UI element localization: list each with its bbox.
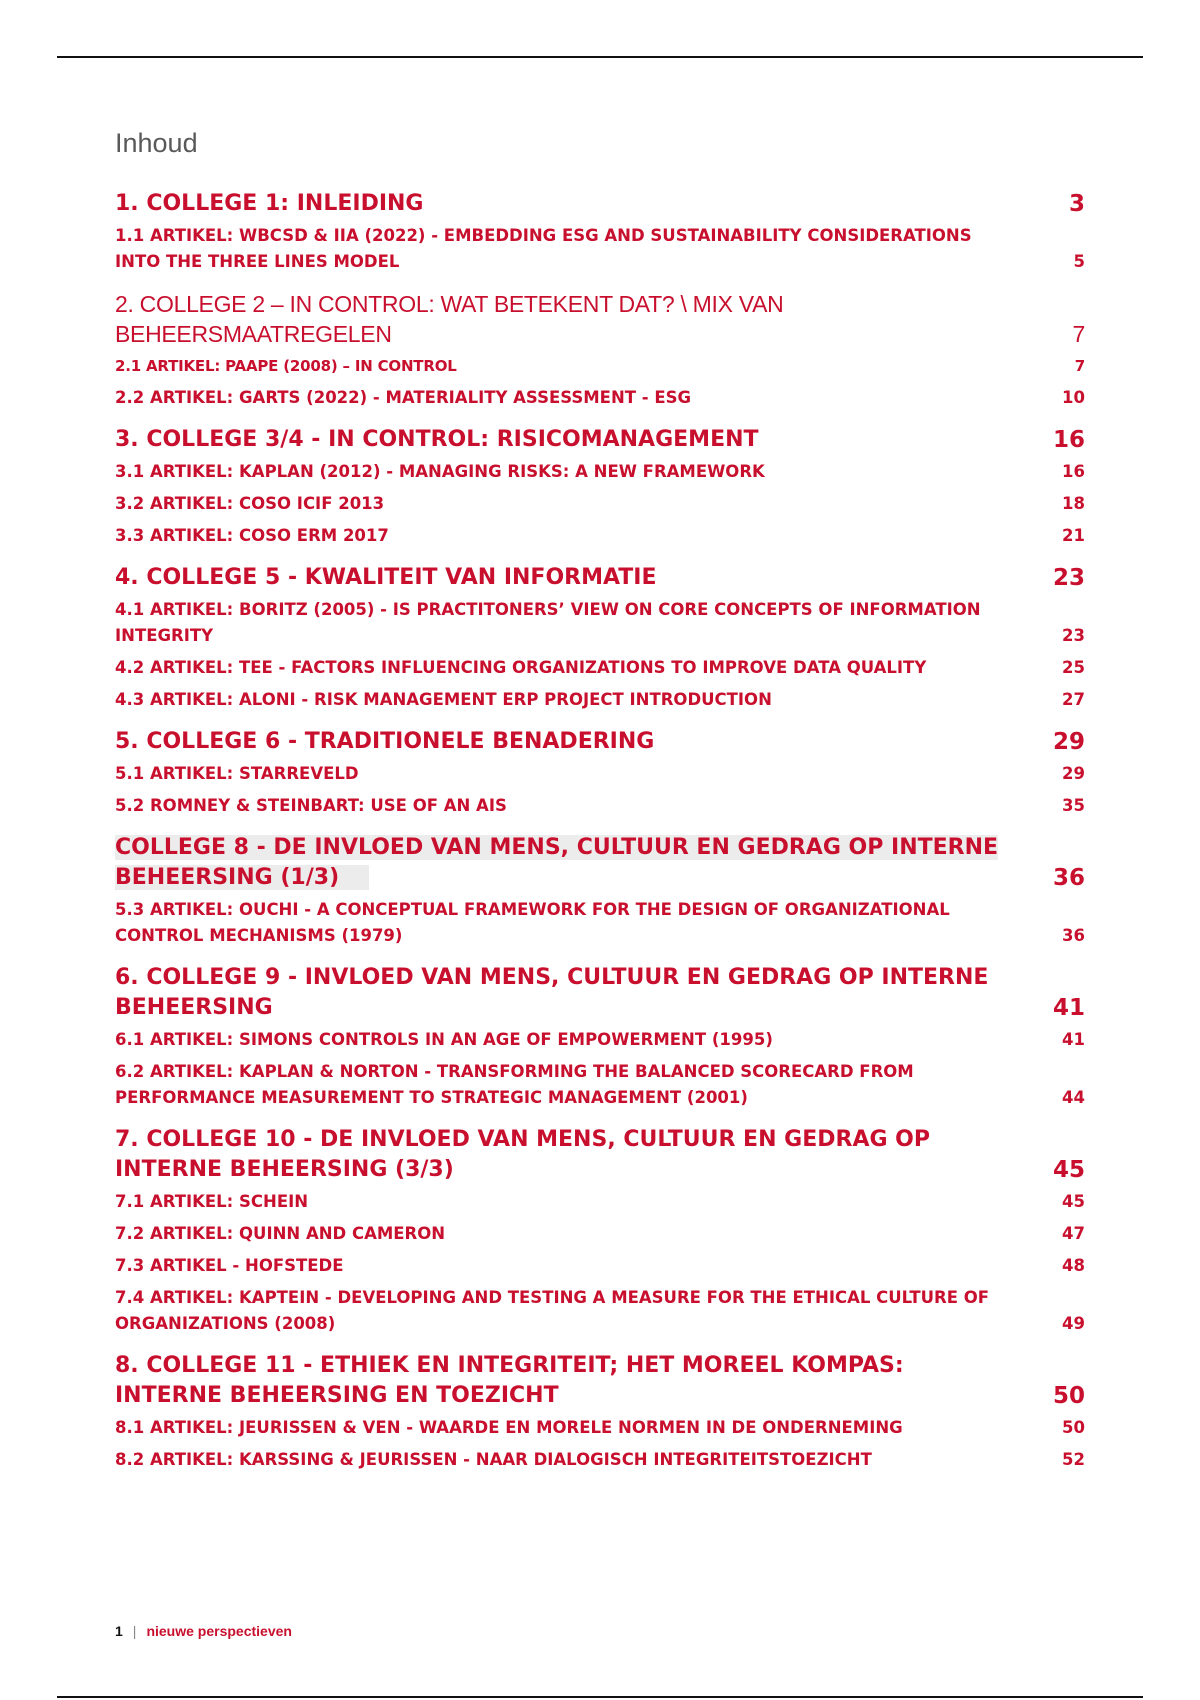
toc-entry-page: 49 (1062, 1314, 1085, 1333)
toc-entry-page: 52 (1062, 1450, 1085, 1469)
top-rule (57, 56, 1143, 58)
toc-entry[interactable] (115, 1221, 1085, 1247)
toc-entry[interactable] (115, 189, 1085, 219)
toc-entry[interactable] (115, 1253, 1085, 1279)
toc-entry-label: 8.1 ARTIKEL: JEURISSEN & VEN - WAARDE EN MORELE NORMEN IN DE ONDERNEMING (115, 1418, 903, 1437)
toc-entry-label-wrap (115, 833, 1045, 893)
toc-entry-label: 1.1 ARTIKEL: WBCSD & IIA (2022) - EMBEDDING ESG AND SUSTAINABILITY CONSIDERATIONS INTO THE THREE LINES MODEL (115, 226, 972, 271)
toc-entry[interactable] (115, 655, 1085, 681)
footer-brand: nieuwe perspectieven (146, 1623, 292, 1639)
toc-entry-page: 23 (1052, 565, 1085, 591)
toc-entry-page: 36 (1052, 865, 1085, 891)
toc-entry[interactable] (115, 223, 1085, 275)
toc-entry-label: 7.4 ARTIKEL: KAPTEIN - DEVELOPING AND TESTING A MEASURE FOR THE ETHICAL CULTURE OF ORGANIZATIONS (2008) (115, 1288, 990, 1333)
toc-entry-label: 1. COLLEGE 1: INLEIDING (115, 191, 424, 216)
toc-entry-label: 2.2 ARTIKEL: GARTS (2022) - MATERIALITY ASSESSMENT - ESG (115, 388, 692, 407)
toc-entry-page: 21 (1062, 526, 1085, 545)
toc-entry[interactable] (115, 1189, 1085, 1215)
toc-entry-label: 6.1 ARTIKEL: SIMONS CONTROLS IN AN AGE OF EMPOWERMENT (1995) (115, 1030, 773, 1049)
toc-entry-page: 44 (1062, 1088, 1085, 1107)
toc-entry-label: 3.1 ARTIKEL: KAPLAN (2012) - MANAGING RISKS: A NEW FRAMEWORK (115, 462, 765, 481)
toc-entry-page: 18 (1062, 494, 1085, 513)
toc-entry-page: 29 (1062, 764, 1085, 783)
toc-entry-page: 23 (1062, 626, 1085, 645)
toc-entry-label: 7.3 ARTIKEL - HOFSTEDE (115, 1256, 344, 1275)
toc-entry-label: 7.1 ARTIKEL: SCHEIN (115, 1192, 309, 1211)
toc-entry-label: 4.1 ARTIKEL: BORITZ (2005) - IS PRACTITONERS’ VIEW ON CORE CONCEPTS OF INFORMATION INTEGRITY (115, 600, 981, 645)
toc-entry[interactable] (115, 1415, 1085, 1441)
toc-entry[interactable] (115, 793, 1085, 819)
toc-entry-page: 45 (1052, 1157, 1085, 1183)
toc-entry-page: 7 (1072, 321, 1085, 347)
toc-entry-page: 41 (1062, 1030, 1085, 1049)
toc-entry-label: 8.2 ARTIKEL: KARSSING & JEURISSEN - NAAR DIALOGISCH INTEGRITEITSTOEZICHT (115, 1450, 872, 1469)
bottom-rule (57, 1696, 1143, 1698)
toc-entry-label: 5.1 ARTIKEL: STARREVELD (115, 764, 359, 783)
toc-entry-label: 5.2 ROMNEY & STEINBART: USE OF AN AIS (115, 796, 507, 815)
toc-entry[interactable] (115, 727, 1085, 757)
toc-entry-page: 7 (1074, 357, 1085, 375)
toc-entry-page: 3 (1068, 191, 1085, 217)
toc-entry[interactable] (115, 1285, 1085, 1337)
toc-entry-page: 45 (1062, 1192, 1085, 1211)
toc-entry[interactable] (115, 289, 1085, 349)
page-footer (115, 1623, 292, 1639)
toc-entry-page: 47 (1062, 1224, 1085, 1243)
toc-entry[interactable] (115, 491, 1085, 517)
toc-entry-label: 6.2 ARTIKEL: KAPLAN & NORTON - TRANSFORMING THE BALANCED SCORECARD FROM PERFORMANCE MEASUREMENT TO STRATEGIC MANAGEMENT (2001) (115, 1062, 914, 1107)
footer-page-number: 1 (115, 1623, 123, 1639)
toc-entry[interactable] (115, 963, 1085, 1023)
footer-separator: | (132, 1623, 137, 1639)
toc-entry-label: 3.2 ARTIKEL: COSO ICIF 2013 (115, 494, 385, 513)
toc-entry-label: 2.1 ARTIKEL: PAAPE (2008) – IN CONTROL (115, 357, 457, 375)
toc-entry[interactable] (115, 1125, 1085, 1185)
toc-entry[interactable] (115, 563, 1085, 593)
toc-entry-label: 3.3 ARTIKEL: COSO ERM 2017 (115, 526, 389, 545)
toc-entry[interactable] (115, 897, 1085, 949)
toc-entry[interactable] (115, 385, 1085, 411)
toc-entry-page: 16 (1062, 462, 1085, 481)
toc-entry[interactable] (115, 1447, 1085, 1473)
toc-entry-label: 5.3 ARTIKEL: OUCHI - A CONCEPTUAL FRAMEWORK FOR THE DESIGN OF ORGANIZATIONAL CONTROL MECHANISMS (1979) (115, 900, 950, 945)
toc-entry[interactable] (115, 353, 1085, 379)
toc-entry-page: 48 (1062, 1256, 1085, 1275)
toc-entry-label: 5. COLLEGE 6 - TRADITIONELE BENADERING (115, 729, 655, 754)
toc-entry-label: 7.2 ARTIKEL: QUINN AND CAMERON (115, 1224, 446, 1243)
toc-entry[interactable] (115, 459, 1085, 485)
toc-entry[interactable] (115, 1351, 1085, 1411)
toc-entry[interactable] (115, 687, 1085, 713)
toc-entry[interactable] (115, 523, 1085, 549)
toc-entry-label: 2. COLLEGE 2 – IN CONTROL: WAT BETEKENT DAT? \ MIX VAN BEHEERSMAATREGELEN (115, 291, 784, 347)
toc-entry[interactable] (115, 425, 1085, 455)
toc-entry[interactable] (115, 833, 1085, 893)
toc-entry[interactable] (115, 1027, 1085, 1053)
toc-entry-label: 4.2 ARTIKEL: TEE - FACTORS INFLUENCING ORGANIZATIONS TO IMPROVE DATA QUALITY (115, 658, 927, 677)
toc-entry-page: 10 (1062, 388, 1085, 407)
toc-entry-page: 50 (1062, 1418, 1085, 1437)
toc-entry-page: 50 (1052, 1383, 1085, 1409)
toc-entry-page: 36 (1062, 926, 1085, 945)
toc-entry-page: 27 (1062, 690, 1085, 709)
toc-entry-label: 6. COLLEGE 9 - INVLOED VAN MENS, CULTUUR EN GEDRAG OP INTERNE BEHEERSING (115, 965, 989, 1020)
toc-entry[interactable] (115, 761, 1085, 787)
toc-entry-label: 7. COLLEGE 10 - DE INVLOED VAN MENS, CULTUUR EN GEDRAG OP INTERNE BEHEERSING (3/3) (115, 1127, 931, 1182)
toc-entry-label: 3. COLLEGE 3/4 - IN CONTROL: RISICOMANAGEMENT (115, 427, 759, 452)
toc-entry-label: 8. COLLEGE 11 - ETHIEK EN INTEGRITEIT; HET MOREEL KOMPAS: INTERNE BEHEERSING EN TOEZICHT (115, 1353, 904, 1408)
toc-entry[interactable] (115, 597, 1085, 649)
toc-entry-page: 35 (1062, 796, 1085, 815)
toc-entry-page: 25 (1062, 658, 1085, 677)
toc-entry-page: 16 (1052, 427, 1085, 453)
toc-entry-page: 5 (1073, 252, 1085, 271)
toc-entry-label: 4.3 ARTIKEL: ALONI - RISK MANAGEMENT ERP PROJECT INTRODUCTION (115, 690, 772, 709)
toc-entry-page: 41 (1052, 995, 1085, 1021)
toc-entry[interactable] (115, 1059, 1085, 1111)
toc-entry-label: COLLEGE 8 - DE INVLOED VAN MENS, CULTUUR EN GEDRAG OP INTERNE BEHEERSING (1/3) (115, 835, 999, 890)
toc-entry-page: 29 (1052, 729, 1085, 755)
toc-entry-label: 4. COLLEGE 5 - KWALITEIT VAN INFORMATIE (115, 565, 657, 590)
toc-title: Inhoud (115, 128, 198, 158)
table-of-contents (115, 128, 1085, 1479)
